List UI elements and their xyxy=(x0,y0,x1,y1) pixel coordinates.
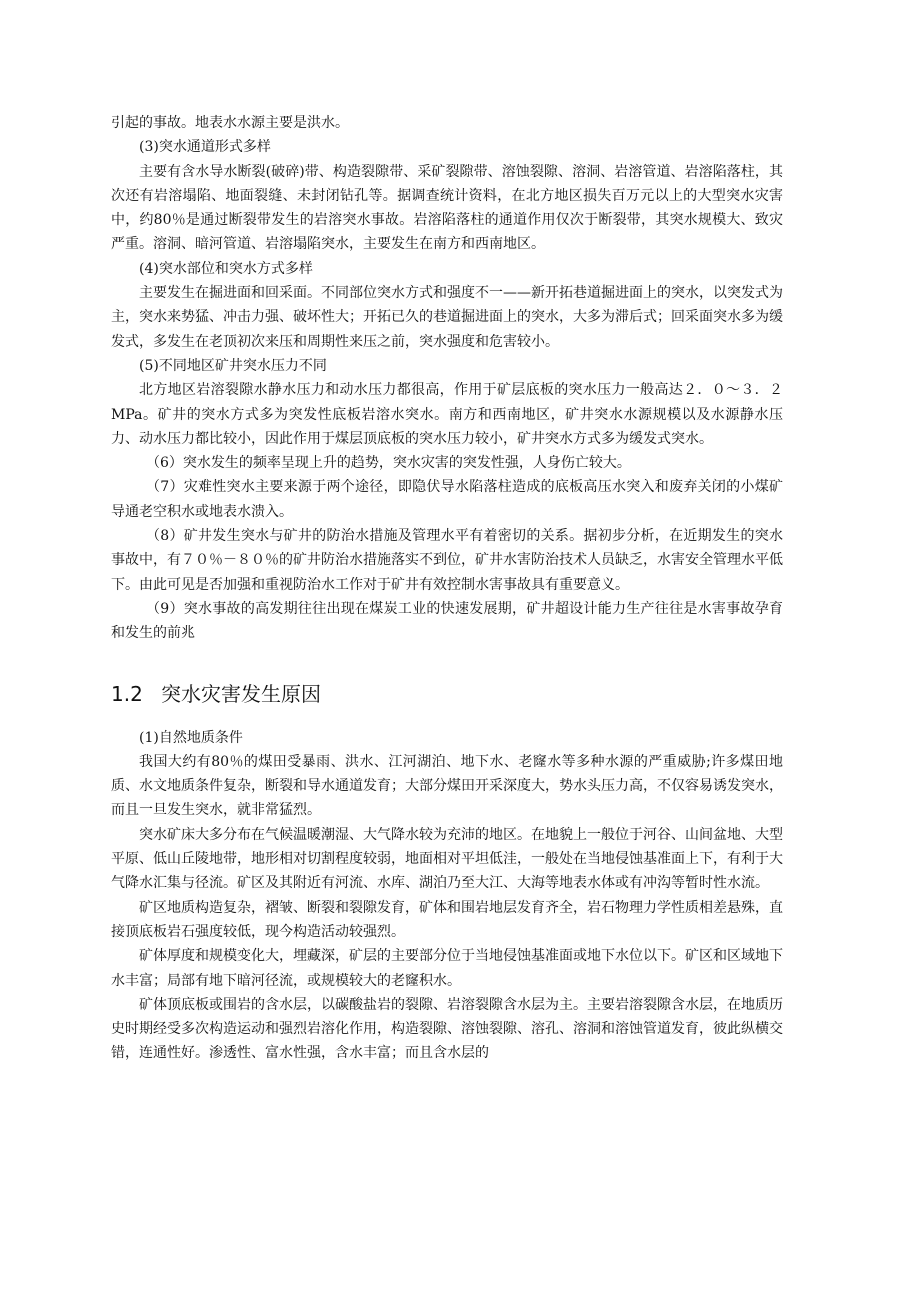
paragraph: (3)突水通道形式多样 xyxy=(139,139,271,156)
paragraph: （9）突水事故的高发期往往出现在煤炭工业的快速发展期，矿井超设计能力生产往往是水害事故孕育和发生的前兆 xyxy=(111,600,783,642)
paragraph: （6）突水发生的频率呈现上升的趋势，突水灾害的突发性强，人身伤亡较大。 xyxy=(146,455,631,472)
paragraph: 主要发生在掘进面和回采面。不同部位突水方式和强度不一——新开拓巷道掘进面上的突水，以突发式为主，突水来势猛、冲击力强、破坏性大；开拓已久的巷道掘进面上的突水，大多为滞后式；回采面突水多为缓发式，多发生在老顶初次来压和周期性来压之前，突水强度和危害较小。 xyxy=(111,285,783,350)
section-number: 1.2 xyxy=(111,681,143,706)
paragraph: 我国大约有80％的煤田受暴雨、洪水、江河湖泊、地下水、老窿水等多种水源的严重威胁;许多煤田地质、水文地质条件复杂，断裂和导水通道发育；大部分煤田开采深度大，势水头压力高，不仅容易诱发突水，而且一旦发生突水，就非常猛烈。 xyxy=(111,753,783,819)
section-heading xyxy=(111,680,783,708)
paragraphs-before-section xyxy=(111,111,783,646)
paragraph: 矿体顶底板或围岩的含水层，以碳酸盐岩的裂隙、岩溶裂隙含水层为主。主要岩溶裂隙含水层，在地质历史时期经受多次构造运动和强烈岩溶化作用，构造裂隙、溶蚀裂隙、溶孔、溶洞和溶蚀管道发育，彼此纵横交错，连通性好。渗透性、富水性强，含水丰富；而且含水层的 xyxy=(111,996,783,1062)
paragraph: （7）灾难性突水主要来源于两个途径，即隐伏导水陷落柱造成的底板高压水突入和废弃关闭的小煤矿导通老空积水或地表水溃入。 xyxy=(111,479,783,520)
paragraph: 突水矿床大多分布在气候温暖潮湿、大气降水较为充沛的地区。在地貌上一般位于河谷、山间盆地、大型平原、低山丘陵地带，地形相对切割程度较弱，地面相对平坦低洼，一般处在当地侵蚀基准面上下，有利于大气降水汇集与径流。矿区及其附近有河流、水库、湖泊乃至大江、大海等地表水体或有冲沟等暂时性水流。 xyxy=(111,826,783,892)
paragraph: 北方地区岩溶裂隙水静水压力和动水压力都很高，作用于矿层底板的突水压力一般高达２．０～３．２MPa。矿井的突水方式多为突发性底板岩溶水突水。南方和西南地区，矿井突水水源规模以及水源静水压力、动水压力都比较小，因此作用于煤层顶底板的突水压力较小，矿井突水方式多为缓发式突水。 xyxy=(111,382,783,447)
section-title: 突水灾害发生原因 xyxy=(161,681,321,706)
paragraphs-after-section xyxy=(111,726,783,1066)
paragraph: (5)不同地区矿井突水压力不同 xyxy=(139,357,327,374)
paragraph: 主要有含水导水断裂(破碎)带、构造裂隙带、采矿裂隙带、溶蚀裂隙、溶洞、岩溶管道、岩溶陷落柱，其次还有岩溶塌陷、地面裂缝、未封闭钻孔等。据调查统计资料，在北方地区损失百万元以上的大型突水灾害中，约80％是通过断裂带发生的岩溶突水事故。岩溶陷落柱的通道作用仅次于断裂带，其突水规模大、致灾严重。溶洞、暗河管道、岩溶塌陷突水，主要发生在南方和西南地区。 xyxy=(111,163,783,253)
paragraph: (1)自然地质条件 xyxy=(139,729,243,746)
document-body xyxy=(111,111,783,1066)
paragraph: 引起的事故。地表水水源主要是洪水。 xyxy=(111,115,349,131)
paragraph: 矿体厚度和规模变化大，埋藏深，矿层的主要部分位于当地侵蚀基准面或地下水位以下。矿区和区域地下水丰富；局部有地下暗河径流，或规模较大的老窿积水。 xyxy=(111,948,783,989)
paragraph: (4)突水部位和突水方式多样 xyxy=(139,260,313,277)
paragraph: （8）矿井发生突水与矿井的防治水措施及管理水平有着密切的关系。据初步分析，在近期发生的突水事故中，有７０％－８０％的矿井防治水措施落实不到位，矿井水害防治技术人员缺乏，水害安全管理水平低下。由此可见是否加强和重视防治水工作对于矿井有效控制水害事故具有重要意义。 xyxy=(111,528,783,593)
paragraph: 矿区地质构造复杂，褶皱、断裂和裂隙发育，矿体和围岩地层发育齐全，岩石物理力学性质相差悬殊，直接顶底板岩石强度较低，现今构造活动较强烈。 xyxy=(111,899,783,940)
